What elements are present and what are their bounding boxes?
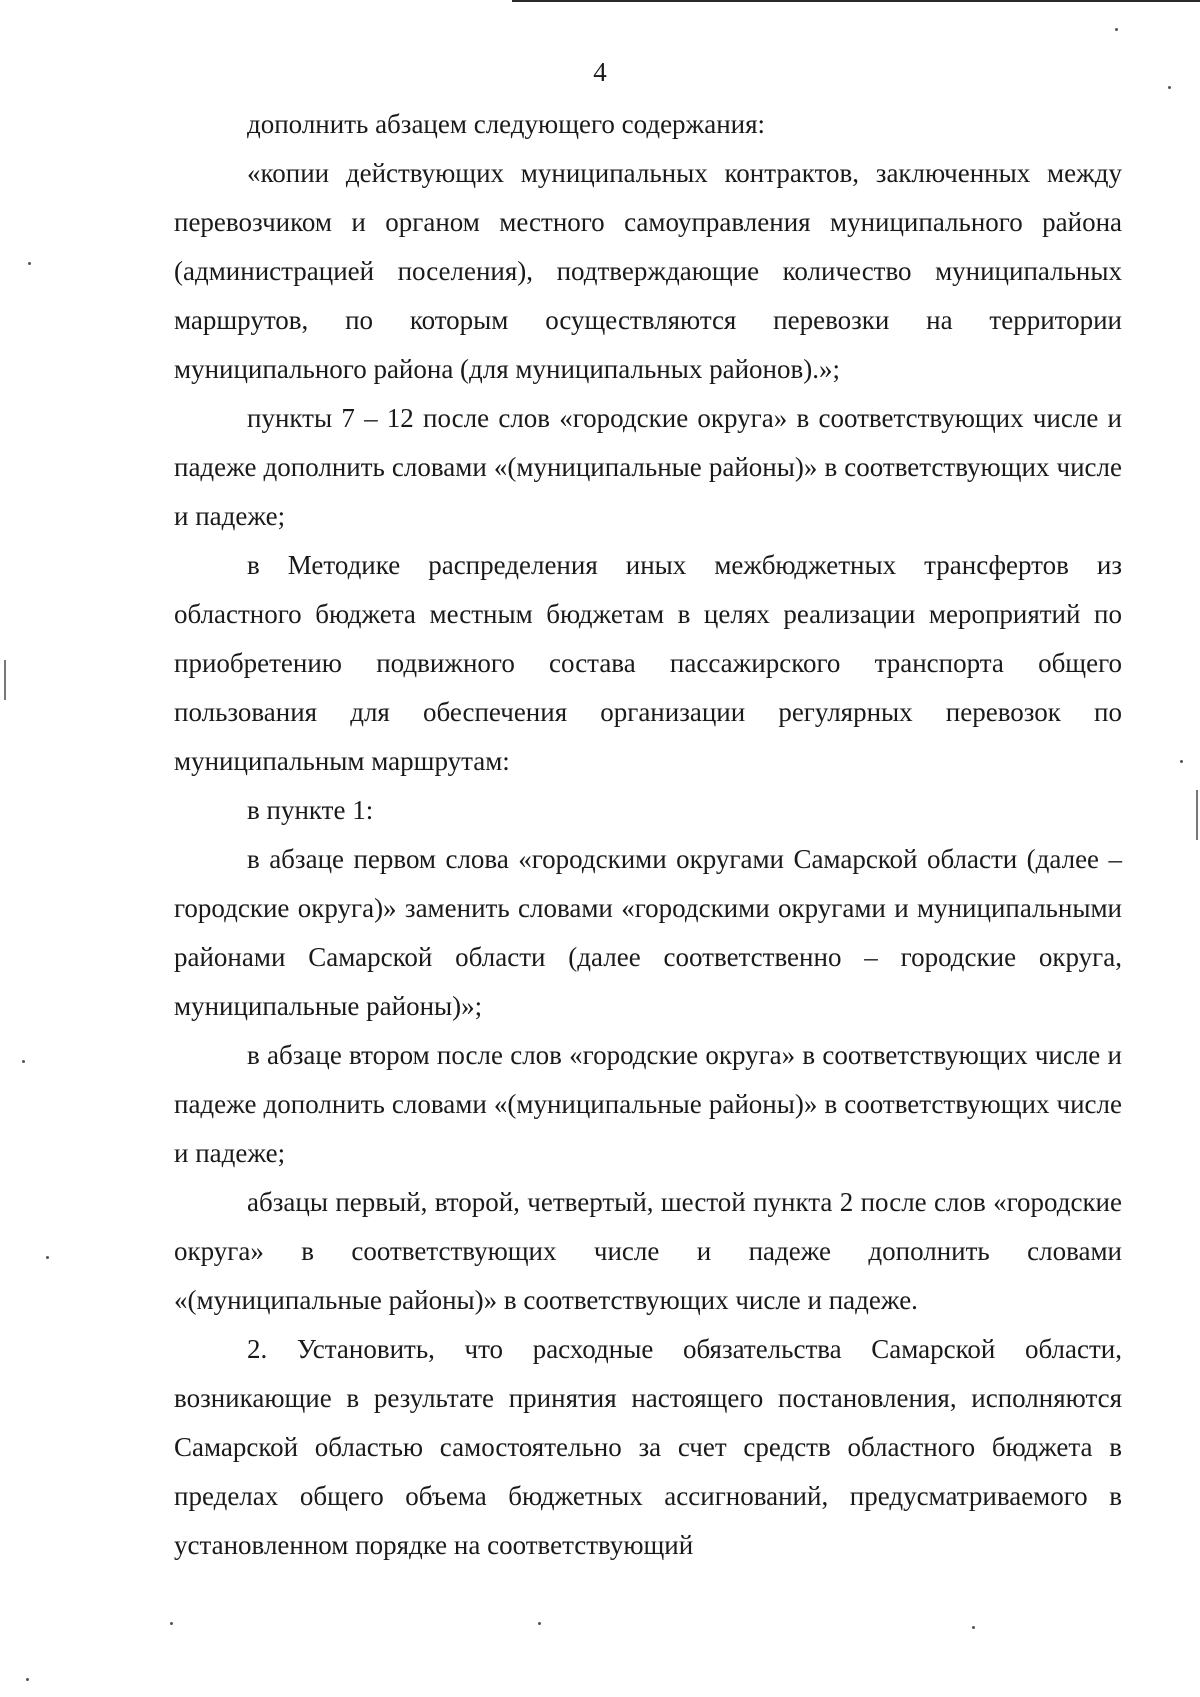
scan-speck bbox=[1168, 86, 1171, 89]
scan-speck bbox=[170, 1622, 173, 1625]
paragraph: в абзаце первом слова «городскими округами Самарской области (далее – городские округа)» заменить словами «городскими округами и муниципальными районами Самарской области (далее соответственно – городские округа, муниципальные районы)»; bbox=[174, 844, 1122, 1021]
top-border-rule bbox=[512, 0, 1200, 2]
page-number: 4 bbox=[593, 57, 607, 87]
paragraph: в пункте 1: bbox=[247, 795, 374, 825]
scan-speck bbox=[1115, 28, 1118, 31]
scan-speck bbox=[538, 1622, 541, 1625]
paragraph: 2. Установить, что расходные обязательства Самарской области, возникающие в результате принятия настоящего постановления, исполняются Самарской областью самостоятельно за счет средств областного бюджета в пределах общего объема бюджетных ассигнований, предусматриваемого в установленном порядке на соответствующий bbox=[174, 1334, 1122, 1560]
paragraph: абзацы первый, второй, четвертый, шестой пункта 2 после слов «городские округа» в соответствующих числе и падеже дополнить словами «(муниципальные районы)» в соответствующих числе и падеже. bbox=[174, 1187, 1122, 1315]
scan-speck bbox=[972, 1626, 975, 1629]
scan-speck bbox=[1180, 760, 1183, 763]
scan-edge-mark bbox=[4, 660, 6, 700]
document-body bbox=[174, 100, 1122, 1570]
paragraph: дополнить абзацем следующего содержания: bbox=[247, 109, 766, 139]
paragraph: в абзаце втором после слов «городские округа» в соответствующих числе и падеже дополнить словами «(муниципальные районы)» в соответствующих числе и падеже; bbox=[174, 1040, 1122, 1168]
scan-edge-mark bbox=[1196, 790, 1198, 840]
scan-speck bbox=[46, 1256, 49, 1259]
paragraph: пункты 7 – 12 после слов «городские округа» в соответствующих числе и падеже дополнить словами «(муниципальные районы)» в соответствующих числе и падеже; bbox=[174, 403, 1122, 531]
paragraph: в Методике распределения иных межбюджетных трансфертов из областного бюджета местным бюджетам в целях реализации мероприятий по приобретению подвижного состава пассажирского транспорта общего пользования для обеспечения организации регулярных перевозок по муниципальным маршрутам: bbox=[174, 550, 1122, 776]
paragraph: «копии действующих муниципальных контрактов, заключенных между перевозчиком и органом местного самоуправления муниципального района (администрацией поселения), подтверждающие количество муниципальных маршрутов, по которым осуществляются перевозки на территории муниципального района (для муниципальных районов).»; bbox=[174, 158, 1122, 384]
scan-speck bbox=[28, 262, 31, 265]
scan-speck bbox=[22, 1060, 25, 1063]
scan-speck bbox=[26, 1678, 29, 1681]
